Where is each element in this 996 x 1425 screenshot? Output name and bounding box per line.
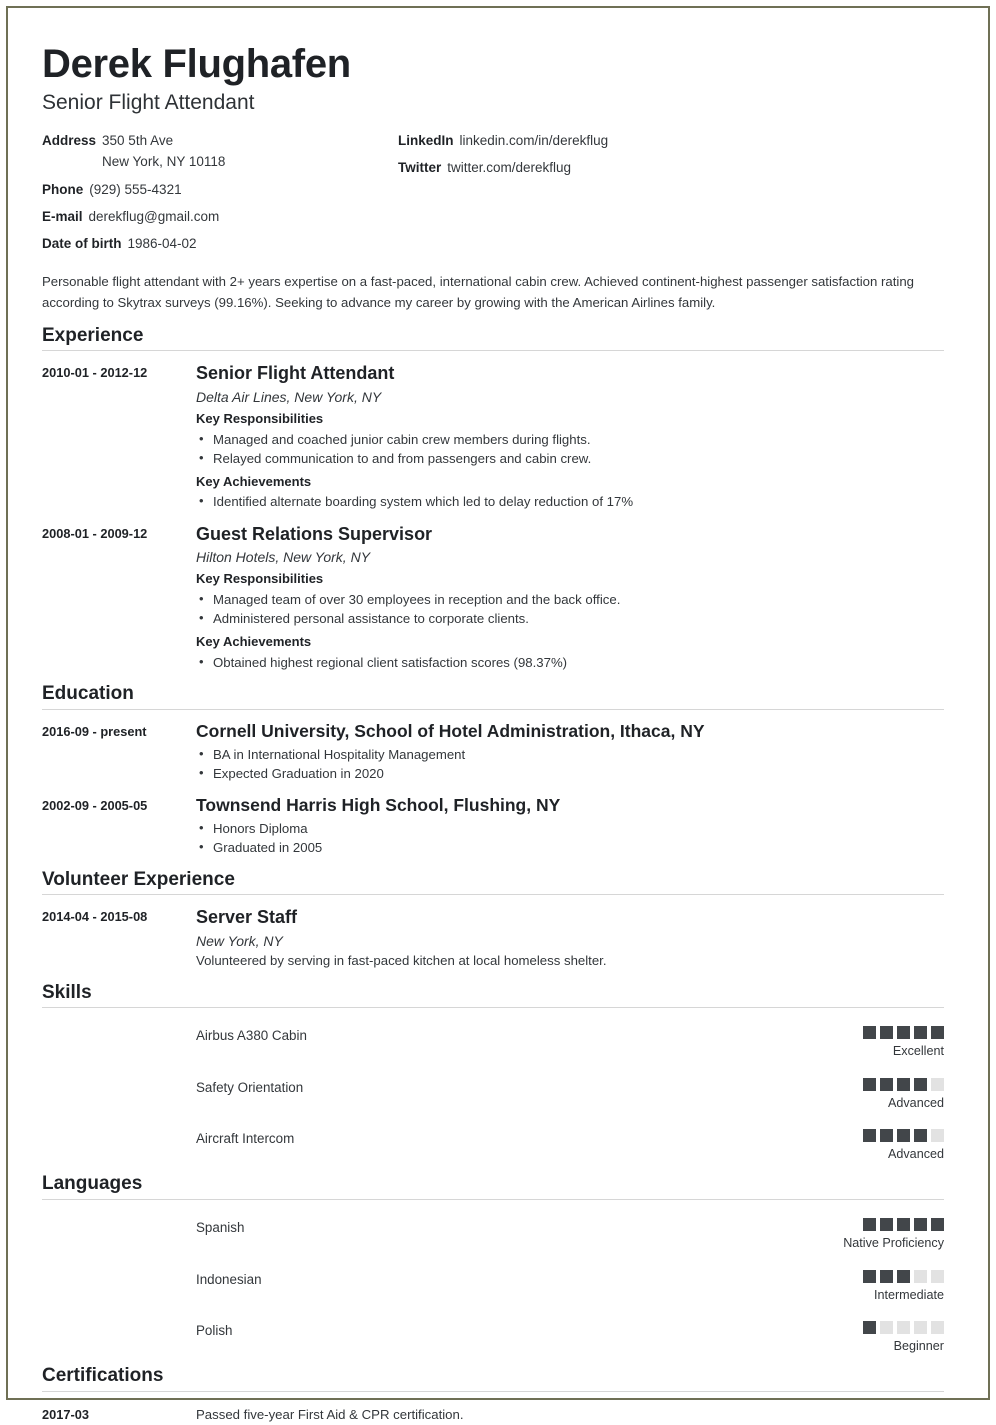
volunteer-entry — [42, 906, 944, 970]
experience-group-title: Key Responsibilities — [196, 571, 324, 587]
rating-square-empty — [914, 1270, 927, 1283]
skill-rating — [824, 1078, 944, 1111]
candidate-job-title: Senior Flight Attendant — [42, 90, 255, 114]
contact-label-phone: Phone — [42, 181, 84, 197]
volunteer-entry-body — [196, 906, 944, 970]
rating-square-filled — [863, 1270, 876, 1283]
rating-square-empty — [931, 1270, 944, 1283]
contact-row-email — [42, 208, 398, 225]
education-entry-school: Cornell University, School of Hotel Administration, Ithaca, NY — [196, 720, 705, 741]
rating-square-filled — [914, 1078, 927, 1091]
language-rating — [824, 1321, 944, 1354]
list-item: • Obtained highest regional client satisfaction scores (98.37%) — [196, 653, 944, 673]
experience-entry-company: Delta Air Lines, New York, NY — [196, 388, 382, 405]
contact-label-twitter: Twitter — [398, 160, 442, 176]
section-education — [42, 682, 944, 858]
experience-group-title: Key Achievements — [196, 633, 312, 649]
section-languages — [42, 1172, 944, 1354]
skill-level-label: Advanced — [887, 1095, 944, 1110]
education-bullet-list — [196, 745, 944, 784]
skill-level-label: Excellent — [892, 1044, 944, 1059]
contact-label-address: Address — [42, 133, 97, 149]
certification-description: Passed five-year First Aid & CPR certification. — [196, 1407, 464, 1423]
section-title-education: Education — [42, 682, 944, 710]
professional-summary: Personable flight attendant with 2+ years expertise on a fast-paced, international cabin crew. Achieved continent-highest passenger satisfaction rating according to Skytrax surveys (99.16%). Seeking to advance my career by growing with the American Airlines family. — [42, 274, 915, 310]
contact-value-phone[interactable]: (929) 555-4321 — [89, 181, 182, 197]
rating-square-filled — [863, 1026, 876, 1039]
rating-square-empty — [880, 1321, 893, 1334]
rating-square-filled — [897, 1129, 910, 1142]
experience-bullet-list — [196, 590, 944, 629]
skill-row — [42, 1129, 944, 1162]
rating-square-filled — [863, 1321, 876, 1334]
language-level-label: Intermediate — [873, 1287, 944, 1302]
section-skills — [42, 981, 944, 1163]
rating-square-empty — [897, 1321, 910, 1334]
contact-label-date-of-birth: Date of birth — [42, 236, 122, 252]
contact-row-address — [42, 132, 398, 171]
language-rating — [824, 1270, 944, 1303]
language-level-label: Native Proficiency — [843, 1236, 944, 1251]
education-bullet-list — [196, 819, 944, 858]
contact-column-left — [42, 132, 398, 262]
education-entry-date: 2016-09 - present — [42, 723, 147, 739]
rating-square-filled — [931, 1026, 944, 1039]
list-item: • Administered personal assistance to corporate clients. — [196, 609, 944, 629]
skill-name: Safety Orientation — [196, 1079, 304, 1095]
experience-bullet-list — [196, 430, 944, 469]
language-name: Indonesian — [196, 1271, 262, 1287]
address-line-2: New York, NY 10118 — [102, 154, 226, 170]
rating-square-filled — [931, 1218, 944, 1231]
rating-square-filled — [897, 1270, 910, 1283]
list-item: • Graduated in 2005 — [196, 838, 944, 858]
volunteer-entry-title: Server Staff — [196, 907, 298, 928]
skill-name: Airbus A380 Cabin — [196, 1028, 307, 1044]
rating-square-filled — [880, 1129, 893, 1142]
rating-square-filled — [863, 1218, 876, 1231]
rating-squares — [824, 1078, 944, 1091]
language-rating — [824, 1218, 944, 1251]
rating-square-filled — [914, 1129, 927, 1142]
rating-square-filled — [880, 1218, 893, 1231]
list-item: • Managed and coached junior cabin crew members during flights. — [196, 430, 944, 450]
experience-entry-date: 2010-01 - 2012-12 — [42, 365, 148, 381]
experience-entry-company: Hilton Hotels, New York, NY — [196, 549, 371, 566]
contact-row-date-of-birth — [42, 235, 398, 252]
rating-square-filled — [914, 1218, 927, 1231]
volunteer-entry-location: New York, NY — [196, 932, 283, 949]
section-title-languages: Languages — [42, 1172, 944, 1200]
contact-details — [42, 132, 944, 262]
rating-square-empty — [914, 1321, 927, 1334]
address-line-1: 350 5th Ave — [102, 133, 174, 149]
experience-entry-body — [196, 362, 944, 511]
contact-row-twitter — [398, 159, 798, 176]
rating-squares — [824, 1321, 944, 1334]
rating-square-filled — [897, 1218, 910, 1231]
experience-entry-title: Senior Flight Attendant — [196, 363, 395, 384]
resume-header — [42, 42, 944, 116]
rating-square-empty — [931, 1321, 944, 1334]
rating-square-filled — [880, 1270, 893, 1283]
section-title-skills: Skills — [42, 981, 944, 1009]
contact-row-phone — [42, 181, 398, 198]
rating-squares — [824, 1218, 944, 1231]
volunteer-entry-date: 2014-04 - 2015-08 — [42, 909, 148, 925]
education-entry-body — [196, 721, 944, 784]
rating-square-empty — [931, 1129, 944, 1142]
language-row — [42, 1270, 944, 1303]
education-entry — [42, 795, 944, 858]
experience-entry-date: 2008-01 - 2009-12 — [42, 525, 148, 541]
rating-squares — [824, 1270, 944, 1283]
experience-entry — [42, 523, 944, 672]
contact-label-linkedin: LinkedIn — [398, 133, 454, 149]
list-item: • BA in International Hospitality Management — [196, 745, 944, 765]
skill-rating — [824, 1129, 944, 1162]
language-name: Spanish — [196, 1220, 245, 1236]
experience-entry-title: Guest Relations Supervisor — [196, 523, 433, 544]
certification-row — [42, 1406, 944, 1424]
list-item: • Honors Diploma — [196, 819, 944, 839]
rating-square-filled — [897, 1078, 910, 1091]
resume-frame — [6, 6, 990, 1423]
contact-value-date-of-birth: 1986-04-02 — [127, 236, 197, 252]
contact-value-email[interactable]: derekflug@gmail.com — [88, 208, 220, 224]
volunteer-entry-description: Volunteered by serving in fast-paced kitchen at local homeless shelter. — [196, 953, 607, 969]
list-item: • Identified alternate boarding system which led to delay reduction of 17% — [196, 492, 944, 512]
experience-group-title: Key Responsibilities — [196, 411, 324, 426]
skill-row — [42, 1026, 944, 1059]
education-entry-body — [196, 795, 944, 858]
language-level-label: Beginner — [893, 1338, 944, 1353]
language-row — [42, 1321, 944, 1354]
section-title-volunteer-experience: Volunteer Experience — [42, 868, 944, 896]
contact-column-right — [398, 132, 798, 262]
rating-square-filled — [880, 1026, 893, 1039]
contact-value-address — [102, 132, 225, 171]
list-item: • Managed team of over 30 employees in reception and the back office. — [196, 590, 944, 610]
list-item: • Relayed communication to and from passengers and cabin crew. — [196, 449, 944, 469]
rating-square-filled — [897, 1026, 910, 1039]
experience-bullet-list — [196, 653, 944, 673]
rating-square-filled — [863, 1129, 876, 1142]
contact-row-linkedin — [398, 132, 798, 149]
skill-level-label: Advanced — [887, 1147, 944, 1162]
experience-bullet-list — [196, 492, 944, 512]
section-experience — [42, 324, 944, 673]
education-entry-date: 2002-09 - 2005-05 — [42, 797, 148, 813]
list-item: • Expected Graduation in 2020 — [196, 764, 944, 784]
rating-square-filled — [863, 1078, 876, 1091]
section-title-certifications: Certifications — [42, 1364, 944, 1392]
certification-date: 2017-03 — [42, 1407, 89, 1423]
skill-name: Aircraft Intercom — [196, 1131, 295, 1147]
experience-group-title: Key Achievements — [196, 473, 312, 489]
skill-row — [42, 1078, 944, 1111]
experience-entry-body — [196, 523, 944, 672]
education-entry — [42, 721, 944, 784]
rating-square-empty — [931, 1078, 944, 1091]
candidate-name: Derek Flughafen — [42, 42, 351, 86]
contact-label-email: E-mail — [42, 208, 83, 224]
rating-squares — [824, 1129, 944, 1142]
rating-square-filled — [880, 1078, 893, 1091]
education-entry-school: Townsend Harris High School, Flushing, NY — [196, 794, 561, 815]
contact-value-linkedin[interactable]: linkedin.com/in/derekflug — [459, 133, 609, 149]
rating-squares — [824, 1026, 944, 1039]
skill-rating — [824, 1026, 944, 1059]
contact-value-twitter[interactable]: twitter.com/derekflug — [447, 160, 572, 176]
rating-square-filled — [914, 1026, 927, 1039]
language-name: Polish — [196, 1322, 233, 1338]
section-title-experience: Experience — [42, 324, 944, 352]
language-row — [42, 1218, 944, 1251]
section-certifications — [42, 1364, 944, 1424]
experience-entry — [42, 362, 944, 511]
section-volunteer-experience — [42, 868, 944, 971]
